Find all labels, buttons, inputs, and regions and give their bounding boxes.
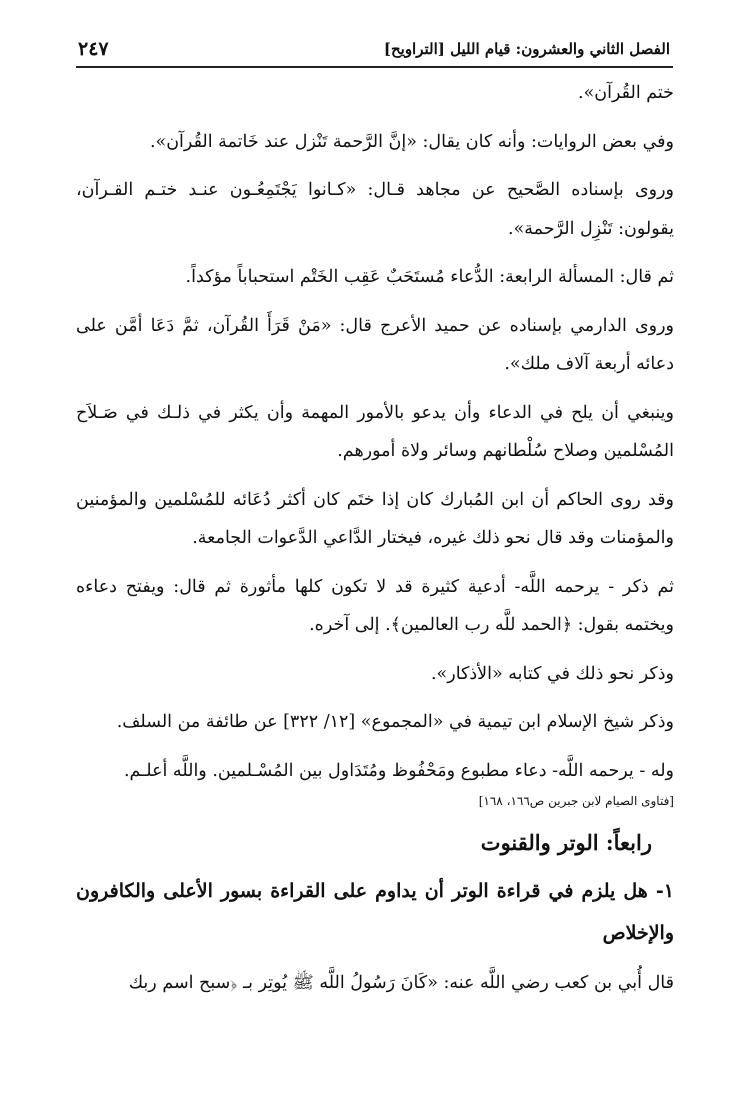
paragraph: وفي بعض الروايات: وأنه كان يقال: «إنَّ الرَّحمة تَنْزل عند خَاتمة القُرآن». <box>149 131 674 152</box>
paragraph: وقد روى الحاكم أن ابن المُبارك كان إذا ختَم كان أكثر دُعَائه للمُسْلمين والمؤمنين والمؤمنات وقد قال نحو ذلك غيره، فيختار الدَّاعي الدَّعوات الجامعة. <box>76 489 674 548</box>
running-title: الفصل الثاني والعشرون: قيام الليل [التراويح] <box>383 40 670 58</box>
page-body <box>76 74 674 1003</box>
paragraph: وذكر شيخ الإسلام ابن تيمية في «المجموع» [١٢/ ٣٢٢] عن طائفة من السلف. <box>116 712 674 732</box>
page-header <box>78 36 670 62</box>
paragraph: وروى الدارمي بإسناده عن حميد الأعرج قال: «مَنْ قَرَأَ القُرآن، ثمَّ دَعَا أمَّن على دعائه أربعة آلاف ملك». <box>76 315 674 374</box>
paragraph: ثم ذكر - يرحمه اللَّه- أدعية كثيرة قد لا تكون كلها مأثورة ثم قال: ويفتح دعاءه ويختمه بقول: ﴿الحمد للَّه رب العالمين﴾. إلى آخره. <box>76 576 674 635</box>
paragraph: ختم القُرآن». <box>578 83 674 103</box>
paragraph: وينبغي أن يلح في الدعاء وأن يدعو بالأمور المهمة وأن يكثر في ذلـك في صَـلاَح المُسْلمين وصلاح سُلْطانهم وسائر ولاة أمورهم. <box>76 402 674 461</box>
question-heading: ١- هل يلزم في قراءة الوتر أن يداوم على القراءة بسور الأعلى والكافرون والإخلاص <box>76 880 674 944</box>
paragraph: وذكر نحو ذلك في كتابه «الأذكار». <box>430 663 674 684</box>
paragraph: وروى بإسناده الصَّحيح عن مجاهد قـال: «كـانوا يَجْتَمِعُـون عنـد ختـم القـرآن، يقولون: تَنْزِل الرَّحمة». <box>76 180 674 239</box>
paragraph: وله - يرحمه اللَّه- دعاء مطبوع ومَحْفُوظ ومُتَدَاول بين المُسْـلمين. واللَّه أعلـم. <box>123 760 674 781</box>
paragraph: ثم قال: المسألة الرابعة: الدُّعاء مُستَحَبٌ عَقِب الخَتْم استحباباً مؤكداً. <box>185 267 674 287</box>
paragraph: قال أُبي بن كعب رضي اللَّه عنه: «كَانَ رَسُولُ اللَّه ﷺ يُوتِر بـ ﴿سبح اسم ربك <box>128 973 674 993</box>
source-citation: [فتاوى الصيام لابن جبرين ص١٦٦، ١٦٨] <box>478 794 674 808</box>
header-rule <box>76 66 673 68</box>
section-heading: رابعاً: الوتر والقنوت <box>480 830 652 855</box>
page-number: ٢٤٧ <box>78 38 109 60</box>
